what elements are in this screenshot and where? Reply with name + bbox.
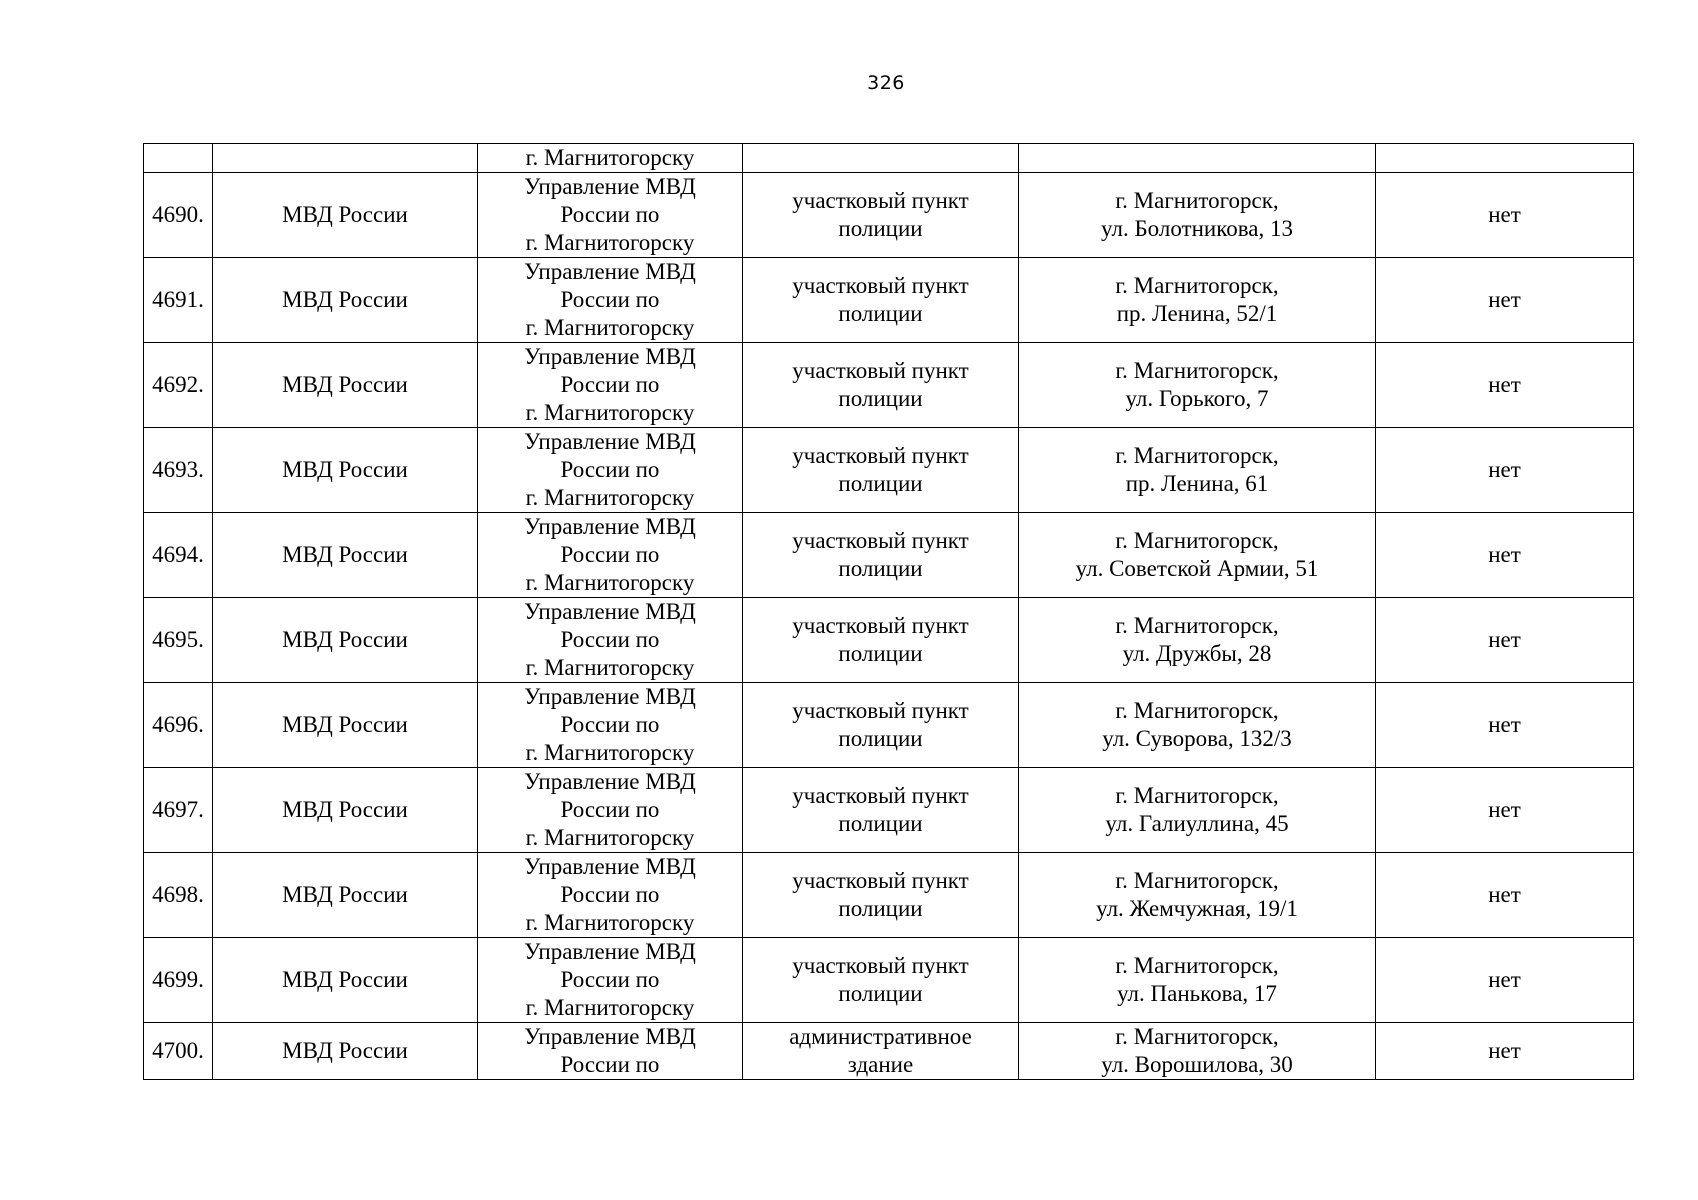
cell-note: нет [1376, 343, 1634, 428]
cell-object-line: участковый пункт [792, 698, 969, 723]
cell-body [478, 258, 743, 343]
cell-body-line: Управление МВД [524, 514, 696, 539]
cell-address-line: г. Магнитогорск, [1115, 358, 1279, 383]
cell-address [1019, 144, 1376, 173]
cell-body [478, 598, 743, 683]
table-body [144, 144, 1634, 1080]
cell-body-line: г. Магнитогорску [525, 910, 695, 935]
cell-body-line: г. Магнитогорску [525, 740, 695, 765]
table-row [144, 938, 1634, 1023]
table-row [144, 853, 1634, 938]
cell-body-line: России по [560, 372, 660, 397]
cell-address-line: ул. Панькова, 17 [1117, 981, 1277, 1006]
cell-address [1019, 258, 1376, 343]
cell-note: нет [1376, 768, 1634, 853]
cell-body [478, 938, 743, 1023]
cell-object-line: участковый пункт [792, 613, 969, 638]
cell-object-line: полиции [838, 216, 923, 241]
cell-body-line: Управление МВД [524, 939, 696, 964]
cell-body-line: Управление МВД [524, 259, 696, 284]
cell-body: г. Магнитогорску [478, 144, 743, 173]
cell-number [144, 144, 213, 173]
table-row [144, 1023, 1634, 1080]
cell-address-line: ул. Жемчужная, 19/1 [1096, 896, 1298, 921]
cell-note: нет [1376, 1023, 1634, 1080]
cell-address-line: пр. Ленина, 52/1 [1116, 301, 1278, 326]
cell-body-line: г. Магнитогорску [525, 570, 695, 595]
cell-body-line: Управление МВД [524, 684, 696, 709]
cell-object-line: участковый пункт [792, 358, 969, 383]
cell-body-line: России по [560, 882, 660, 907]
cell-address [1019, 768, 1376, 853]
cell-address-line: г. Магнитогорск, [1115, 613, 1279, 638]
continuation-row [144, 144, 1634, 173]
cell-object-line: полиции [838, 641, 923, 666]
cell-object-line: полиции [838, 471, 923, 496]
cell-ministry [213, 144, 478, 173]
cell-object-line: здание [847, 1052, 914, 1077]
table-row [144, 343, 1634, 428]
cell-body-line: России по [560, 542, 660, 567]
cell-body-line: г. Магнитогорску [525, 230, 695, 255]
cell-address-line: ул. Болотникова, 13 [1101, 216, 1293, 241]
cell-body-line: России по [560, 1052, 660, 1077]
cell-address-line: г. Магнитогорск, [1115, 443, 1279, 468]
cell-address-line: г. Магнитогорск, [1115, 698, 1279, 723]
cell-object-line: административное [789, 1024, 972, 1049]
cell-object-line: полиции [838, 386, 923, 411]
cell-object-line: участковый пункт [792, 188, 969, 213]
cell-body-line: России по [560, 712, 660, 737]
cell-body [478, 853, 743, 938]
cell-object-line: полиции [838, 896, 923, 921]
cell-body-line: Управление МВД [524, 854, 696, 879]
page-number: 326 [867, 72, 905, 94]
cell-address-line: г. Магнитогорск, [1115, 783, 1279, 808]
cell-address [1019, 853, 1376, 938]
cell-body [478, 173, 743, 258]
cell-body-line: Управление МВД [524, 599, 696, 624]
cell-ministry: МВД России [213, 1023, 478, 1080]
cell-object-line: участковый пункт [792, 273, 969, 298]
cell-address-line: г. Магнитогорск, [1115, 1024, 1279, 1049]
cell-body-line: России по [560, 797, 660, 822]
cell-address-line: ул. Галиуллина, 45 [1105, 811, 1289, 836]
table-row [144, 428, 1634, 513]
cell-address-line: ул. Советской Армии, 51 [1075, 556, 1319, 581]
cell-note: нет [1376, 853, 1634, 938]
cell-object-line: участковый пункт [792, 783, 969, 808]
cell-address [1019, 428, 1376, 513]
cell-number: 4698. [144, 853, 213, 938]
table-row [144, 258, 1634, 343]
cell-address-line: г. Магнитогорск, [1115, 188, 1279, 213]
table-row [144, 768, 1634, 853]
cell-body-line: г. Магнитогорску [525, 485, 695, 510]
cell-note: нет [1376, 428, 1634, 513]
cell-address-line: ул. Дружбы, 28 [1122, 641, 1272, 666]
cell-body-line: г. Магнитогорску [525, 315, 695, 340]
cell-address-line: ул. Ворошилова, 30 [1101, 1052, 1293, 1077]
cell-body-line: г. Магнитогорску [525, 400, 695, 425]
cell-object [743, 598, 1019, 683]
cell-note: нет [1376, 938, 1634, 1023]
cell-body-line: России по [560, 287, 660, 312]
cell-body [478, 513, 743, 598]
cell-object [743, 144, 1019, 173]
cell-address [1019, 513, 1376, 598]
cell-ministry: МВД России [213, 173, 478, 258]
cell-object [743, 683, 1019, 768]
cell-object [743, 768, 1019, 853]
cell-body [478, 428, 743, 513]
cell-object-line: полиции [838, 981, 923, 1006]
cell-address [1019, 938, 1376, 1023]
cell-note: нет [1376, 683, 1634, 768]
cell-number: 4690. [144, 173, 213, 258]
cell-body-line: г. Магнитогорску [525, 995, 695, 1020]
cell-address [1019, 343, 1376, 428]
cell-number: 4697. [144, 768, 213, 853]
cell-number: 4696. [144, 683, 213, 768]
cell-body-line: Управление МВД [524, 429, 696, 454]
cell-body-line: России по [560, 967, 660, 992]
cell-number: 4700. [144, 1023, 213, 1080]
cell-note: нет [1376, 173, 1634, 258]
cell-note: нет [1376, 598, 1634, 683]
cell-object [743, 513, 1019, 598]
cell-object [743, 428, 1019, 513]
cell-address-line: пр. Ленина, 61 [1125, 471, 1269, 496]
cell-object-line: участковый пункт [792, 528, 969, 553]
table-row [144, 173, 1634, 258]
table-row [144, 598, 1634, 683]
cell-object-line: полиции [838, 556, 923, 581]
cell-note [1376, 144, 1634, 173]
cell-body-line: Управление МВД [524, 344, 696, 369]
cell-number: 4695. [144, 598, 213, 683]
cell-body-line: Управление МВД [524, 174, 696, 199]
cell-number: 4693. [144, 428, 213, 513]
cell-ministry: МВД России [213, 343, 478, 428]
cell-body-line: г. Магнитогорску [525, 655, 695, 680]
cell-address [1019, 1023, 1376, 1080]
cell-object-line: полиции [838, 301, 923, 326]
cell-body [478, 1023, 743, 1080]
cell-ministry: МВД России [213, 598, 478, 683]
cell-address-line: г. Магнитогорск, [1115, 528, 1279, 553]
cell-number: 4694. [144, 513, 213, 598]
cell-address [1019, 598, 1376, 683]
cell-body-line: Управление МВД [524, 769, 696, 794]
cell-ministry: МВД России [213, 768, 478, 853]
cell-object [743, 343, 1019, 428]
cell-body [478, 768, 743, 853]
cell-ministry: МВД России [213, 258, 478, 343]
cell-object [743, 173, 1019, 258]
cell-number: 4692. [144, 343, 213, 428]
cell-ministry: МВД России [213, 513, 478, 598]
cell-ministry: МВД России [213, 428, 478, 513]
cell-address-line: ул. Горького, 7 [1125, 386, 1269, 411]
cell-object [743, 1023, 1019, 1080]
cell-body-line: России по [560, 202, 660, 227]
cell-body [478, 343, 743, 428]
cell-address-line: г. Магнитогорск, [1115, 273, 1279, 298]
cell-object-line: полиции [838, 726, 923, 751]
registry-table [143, 143, 1634, 1080]
cell-body-line: России по [560, 457, 660, 482]
cell-object-line: участковый пункт [792, 868, 969, 893]
cell-address [1019, 683, 1376, 768]
cell-address-line: г. Магнитогорск, [1115, 868, 1279, 893]
cell-note: нет [1376, 513, 1634, 598]
cell-object-line: полиции [838, 811, 923, 836]
table-row [144, 683, 1634, 768]
cell-object-line: участковый пункт [792, 443, 969, 468]
cell-body-line: Управление МВД [524, 1024, 696, 1049]
cell-address [1019, 173, 1376, 258]
cell-body-line: России по [560, 627, 660, 652]
cell-object [743, 258, 1019, 343]
cell-address-line: ул. Суворова, 132/3 [1102, 726, 1292, 751]
cell-object [743, 938, 1019, 1023]
cell-address-line: г. Магнитогорск, [1115, 953, 1279, 978]
cell-body-line: г. Магнитогорску [525, 825, 695, 850]
cell-object [743, 853, 1019, 938]
cell-object-line: участковый пункт [792, 953, 969, 978]
cell-ministry: МВД России [213, 853, 478, 938]
cell-number: 4699. [144, 938, 213, 1023]
cell-number: 4691. [144, 258, 213, 343]
cell-ministry: МВД России [213, 683, 478, 768]
cell-note: нет [1376, 258, 1634, 343]
cell-body [478, 683, 743, 768]
table-row [144, 513, 1634, 598]
cell-ministry: МВД России [213, 938, 478, 1023]
